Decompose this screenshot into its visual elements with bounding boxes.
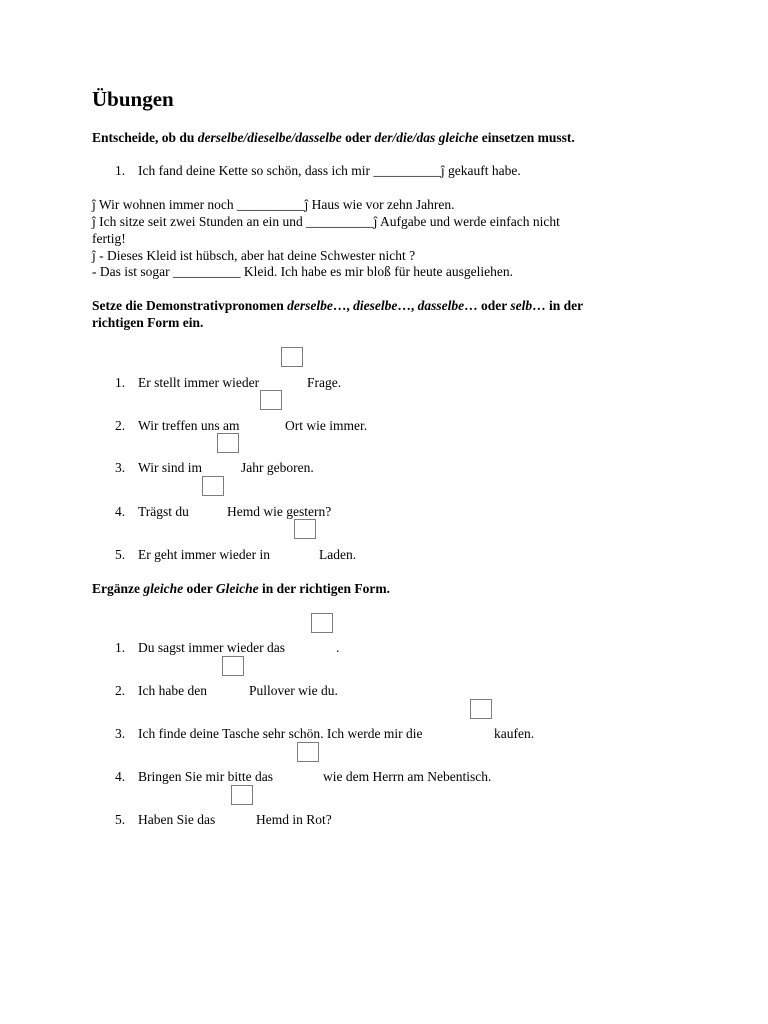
section2-instruction-line2: richtigen Form ein. [92,315,204,330]
sentence-before-gap: Wir treffen uns am [138,418,240,433]
instr-text: einsetzen musst. [478,130,575,145]
instr-italic: der/die/das gleiche [374,130,479,145]
answer-input-box[interactable] [217,433,239,453]
item-number: 3. [115,726,126,741]
instr-text: oder [183,581,216,596]
item-number: 5. [115,547,126,562]
instr-italic: Gleiche [215,581,259,596]
sentence-before-gap: Du sagst immer wieder das [138,640,285,655]
item-number: 4. [115,504,126,519]
instr-text: oder [341,130,375,145]
sentence-before-gap: Bringen Sie mir bitte das [138,769,273,784]
answer-input-box[interactable] [260,390,282,410]
answer-input-box[interactable] [202,476,224,496]
answer-input-box[interactable] [222,656,244,676]
answer-input-box[interactable] [294,519,316,539]
page-title: Übungen [92,87,174,111]
instr-italic: gleiche [143,581,184,596]
item-number: 3. [115,460,126,475]
instr-text: …, [397,298,418,313]
section3-instruction [92,580,390,597]
item-number: 4. [115,769,126,784]
instr-text: … in der [532,298,584,313]
item-number: 2. [115,683,126,698]
sentence-after-gap: Jahr geboren. [241,460,314,475]
exercise-sentence: ĵ - Dieses Kleid ist hübsch, aber hat deine Schwester nicht ? [92,248,416,263]
section1-instruction [92,129,575,146]
instr-text: in der richtigen Form. [258,581,390,596]
sentence-before-gap: Er stellt immer wieder [138,375,260,390]
answer-input-box[interactable] [311,613,333,633]
instr-italic: derselbe/dieselbe/dasselbe [197,130,342,145]
instr-italic: dieselbe [353,298,398,313]
sentence-after-gap: Ort wie immer. [285,418,368,433]
item-number: 5. [115,812,126,827]
instr-text: Ergänze [92,581,144,596]
exercise-sentence: ĵ Wir wohnen immer noch __________ĵ Haus wie vor zehn Jahren. [92,197,455,212]
sentence-after-gap: Laden. [319,547,357,562]
sentence-after-gap: Hemd in Rot? [256,812,332,827]
sentence-before-gap: Haben Sie das [138,812,216,827]
sentence-after-gap: . [336,640,340,655]
answer-input-box[interactable] [281,347,303,367]
sentence-after-gap: wie dem Herrn am Nebentisch. [323,769,492,784]
exercise-sentence: ĵ Ich sitze seit zwei Stunden an ein und __________ĵ Aufgabe und werde einfach nicht [92,214,560,229]
instr-text: Entscheide, ob du [92,130,198,145]
instr-text: …, [332,298,354,313]
sentence-before-gap: Wir sind im [138,460,202,475]
exercise-sentence: - Das ist sogar __________ Kleid. Ich habe es mir bloß für heute ausgeliehen. [92,264,514,279]
sentence-before-gap: Ich finde deine Tasche sehr schön. Ich werde mir die [138,726,423,741]
instr-italic: selb [510,298,533,313]
item-number: 1. [115,375,126,390]
sentence-after-gap: kaufen. [494,726,535,741]
item-number: 1. [115,640,126,655]
answer-input-box[interactable] [297,742,319,762]
section2-instruction [92,297,583,314]
exercise-sentence: Ich fand deine Kette so schön, dass ich mir __________ĵ gekauft habe. [138,163,521,178]
sentence-before-gap: Ich habe den [138,683,207,698]
item-number: 2. [115,418,126,433]
sentence-after-gap: Hemd wie gestern? [227,504,332,519]
answer-input-box[interactable] [470,699,492,719]
answer-input-box[interactable] [231,785,253,805]
sentence-before-gap: Er geht immer wieder in [138,547,270,562]
item-number: 1. [115,163,126,178]
instr-italic: dasselbe [417,298,465,313]
sentence-after-gap: Pullover wie du. [249,683,338,698]
sentence-after-gap: Frage. [307,375,342,390]
exercise-sentence: fertig! [92,231,126,246]
instr-italic: derselbe [287,298,333,313]
sentence-before-gap: Trägst du [138,504,189,519]
instr-text: Setze die Demonstrativpronomen [92,298,288,313]
instr-text: … oder [464,298,511,313]
